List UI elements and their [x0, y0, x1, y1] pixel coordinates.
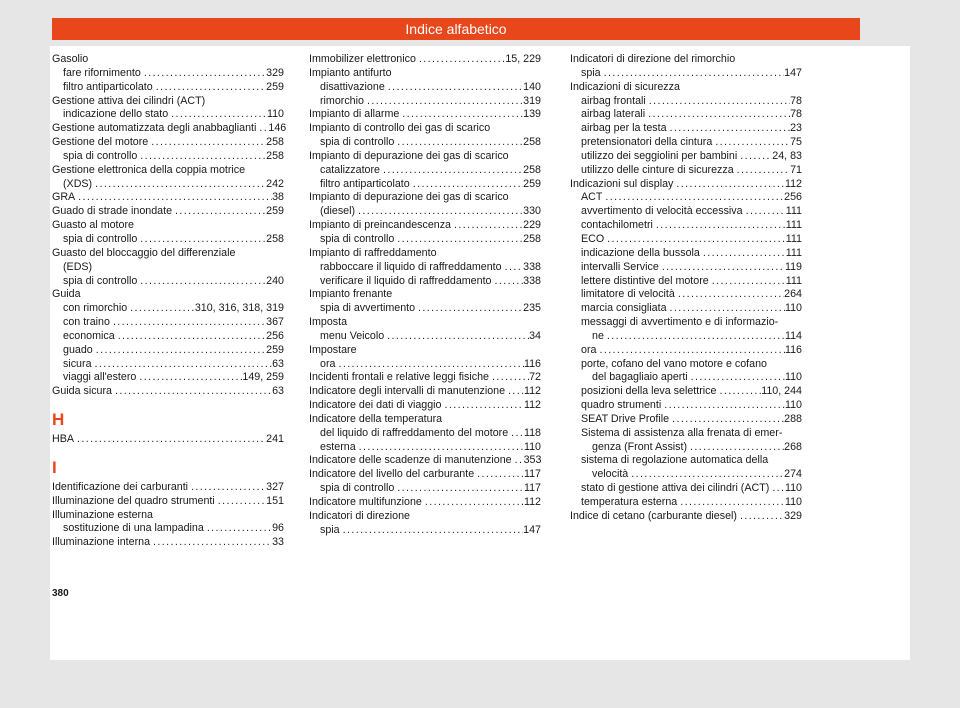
index-entry: utilizzo dei seggiolini per bambini ..... 24, 83 [570, 150, 802, 164]
index-entry: rabboccare il liquido di raffreddamento ..... 338 [309, 261, 541, 275]
index-heading: Impianto di depurazione dei gas di scarico [309, 191, 509, 204]
index-heading: Guasto al motore [52, 219, 134, 232]
index-entry: ACT ..... 256 [570, 191, 802, 205]
index-entry: ora ..... 116 [570, 344, 802, 358]
index-entry: temperatura esterna ..... 110 [570, 496, 802, 510]
index-entry: Guida sicura ..... 63 [52, 385, 284, 399]
index-heading: Impianto di controllo dei gas di scarico [309, 122, 491, 135]
index-entry: Incidenti frontali e relative leggi fisiche ..... 72 [309, 371, 541, 385]
index-entry: Immobilizer elettronico ..... 15, 229 [309, 53, 541, 67]
index-entry: airbag frontali ..... 78 [570, 95, 802, 109]
index-heading: Impianto di raffreddamento [309, 246, 437, 259]
index-heading: Gasolio [52, 53, 89, 65]
index-heading: Impianto frenante [309, 288, 393, 301]
index-entry: spia di controllo ..... 258 [52, 233, 284, 247]
index-entry: spia ..... 147 [309, 524, 541, 538]
index-entry: catalizzatore ..... 258 [309, 164, 541, 178]
index-heading: Impianto antifurto [309, 66, 392, 79]
index-heading: Guida [52, 288, 81, 301]
index-entry: GRA ..... 38 [52, 191, 284, 205]
index-entry: Identificazione dei carburanti ..... 327 [52, 481, 284, 495]
index-entry: airbag per la testa ..... 23 [570, 122, 802, 136]
index-entry: (diesel) ..... 330 [309, 205, 541, 219]
index-entry: del liquido di raffreddamento del motore ..... 118 [309, 427, 541, 441]
index-heading: Indicatore della temperatura [309, 412, 443, 425]
index-entry: genza (Front Assist) ..... 268 [570, 441, 802, 455]
index-entry: guado ..... 259 [52, 344, 284, 358]
index-entry: indicazione dello stato ..... 110 [52, 108, 284, 122]
index-entry: posizioni della leva selettrice ..... 110, 244 [570, 385, 802, 399]
section-letter-i: I [52, 457, 57, 477]
index-heading: Gestione attiva dei cilindri (ACT) [52, 94, 206, 107]
index-entry: Guado di strade inondate ..... 259 [52, 205, 284, 219]
index-entry: filtro antiparticolato ..... 259 [309, 178, 541, 192]
index-entry: SEAT Drive Profile ..... 288 [570, 413, 802, 427]
index-entry: sicura ..... 63 [52, 358, 284, 372]
index-entry: Gestione automatizzata degli anabbaglianti ..... 146 [52, 122, 284, 136]
index-column-3 [570, 53, 802, 524]
index-entry: del bagagliaio aperti ..... 110 [570, 371, 802, 385]
index-heading: Guasto del bloccaggio del differenziale [52, 246, 236, 259]
index-heading: Gestione elettronica della coppia motrice [52, 163, 246, 176]
index-entry: velocità ..... 274 [570, 468, 802, 482]
index-entry: (XDS) ..... 242 [52, 178, 284, 192]
index-entry: spia di controllo ..... 258 [52, 150, 284, 164]
index-entry: viaggi all'estero ..... 149, 259 [52, 371, 284, 385]
index-entry: utilizzo delle cinture di sicurezza ..... 71 [570, 164, 802, 178]
index-column-1 [52, 53, 287, 550]
index-entry: ECO ..... 111 [570, 233, 802, 247]
index-entry: rimorchio ..... 319 [309, 95, 541, 109]
index-entry: disattivazione ..... 140 [309, 81, 541, 95]
index-heading: Imposta [309, 316, 348, 329]
index-entry: avvertimento di velocità eccessiva ..... 111 [570, 205, 802, 219]
index-entry: airbag laterali ..... 78 [570, 108, 802, 122]
index-entry: spia di controllo ..... 240 [52, 275, 284, 289]
index-entry: Indicatore delle scadenze di manutenzione ..... 353 [309, 454, 541, 468]
index-entry: limitatore di velocità ..... 264 [570, 288, 802, 302]
index-entry: spia di controllo ..... 258 [309, 233, 541, 247]
index-entry: spia ..... 147 [570, 67, 802, 81]
section-letter-h: H [52, 410, 65, 430]
index-entry: ora ..... 116 [309, 358, 541, 372]
index-entry: Indicatore del livello del carburante ..... 117 [309, 468, 541, 482]
index-entry: Indice di cetano (carburante diesel) ..... 329 [570, 510, 802, 524]
index-entry: marcia consigliata ..... 110 [570, 302, 802, 316]
index-entry: indicazione della bussola ..... 111 [570, 247, 802, 261]
index-heading: (EDS) [63, 260, 93, 273]
index-entry: esterna ..... 110 [309, 441, 541, 455]
index-heading: porte, cofano del vano motore e cofano [581, 357, 767, 370]
header-title: Indice alfabetico [405, 21, 507, 37]
page-number: 380 [52, 588, 69, 599]
index-entry: stato di gestione attiva dei cilindri (ACT) ..... 110 [570, 482, 802, 496]
index-entry: spia di controllo ..... 117 [309, 482, 541, 496]
index-entry: Indicatore multifunzione ..... 112 [309, 496, 541, 510]
index-entry: Illuminazione interna ..... 33 [52, 536, 284, 550]
index-entry: verificare il liquido di raffreddamento ..... 338 [309, 275, 541, 289]
index-entry: Impianto di allarme ..... 139 [309, 108, 541, 122]
index-entry: Gestione del motore ..... 258 [52, 136, 284, 150]
index-entry: menu Veicolo ..... 34 [309, 330, 541, 344]
index-heading: Indicazioni di sicurezza [570, 80, 680, 93]
index-entry: pretensionatori della cintura ..... 75 [570, 136, 802, 150]
index-entry: Illuminazione del quadro strumenti ..... 151 [52, 495, 284, 509]
index-heading: Sistema di assistenza alla frenata di emer- [581, 426, 783, 439]
index-column-2 [309, 53, 541, 538]
index-heading: Impianto di depurazione dei gas di scarico [309, 149, 509, 162]
index-entry: fare rifornimento ..... 329 [52, 67, 284, 81]
index-entry: sostituzione di una lampadina ..... 96 [52, 522, 284, 536]
index-entry: Indicatore degli intervalli di manutenzione ..... 112 [309, 385, 541, 399]
index-heading: sistema di regolazione automatica della [581, 454, 769, 467]
page-header-banner [52, 18, 860, 40]
index-entry: intervalli Service ..... 119 [570, 261, 802, 275]
index-entry: con traino ..... 367 [52, 316, 284, 330]
index-heading: Impostare [309, 343, 357, 356]
index-entry: spia di controllo ..... 258 [309, 136, 541, 150]
index-entry: HBA ..... 241 [52, 433, 284, 447]
index-entry: spia di avvertimento ..... 235 [309, 302, 541, 316]
index-entry: contachilometri ..... 111 [570, 219, 802, 233]
index-entry: economica ..... 256 [52, 330, 284, 344]
index-heading: messaggi di avvertimento e di informazio- [581, 316, 779, 329]
index-entry: quadro strumenti ..... 110 [570, 399, 802, 413]
index-entry: Impianto di preincandescenza ..... 229 [309, 219, 541, 233]
index-entry: ne ..... 114 [570, 330, 802, 344]
index-entry: con rimorchio ..... 310, 316, 318, 319 [52, 302, 284, 316]
index-entry: filtro antiparticolato ..... 259 [52, 81, 284, 95]
index-entry: Indicazioni sul display ..... 112 [570, 178, 802, 192]
index-entry: lettere distintive del motore ..... 111 [570, 275, 802, 289]
index-heading: Indicatori di direzione [309, 509, 410, 522]
index-entry: Indicatore dei dati di viaggio ..... 112 [309, 399, 541, 413]
index-heading: Illuminazione esterna [52, 508, 153, 521]
index-heading: Indicatori di direzione del rimorchio [570, 53, 736, 65]
